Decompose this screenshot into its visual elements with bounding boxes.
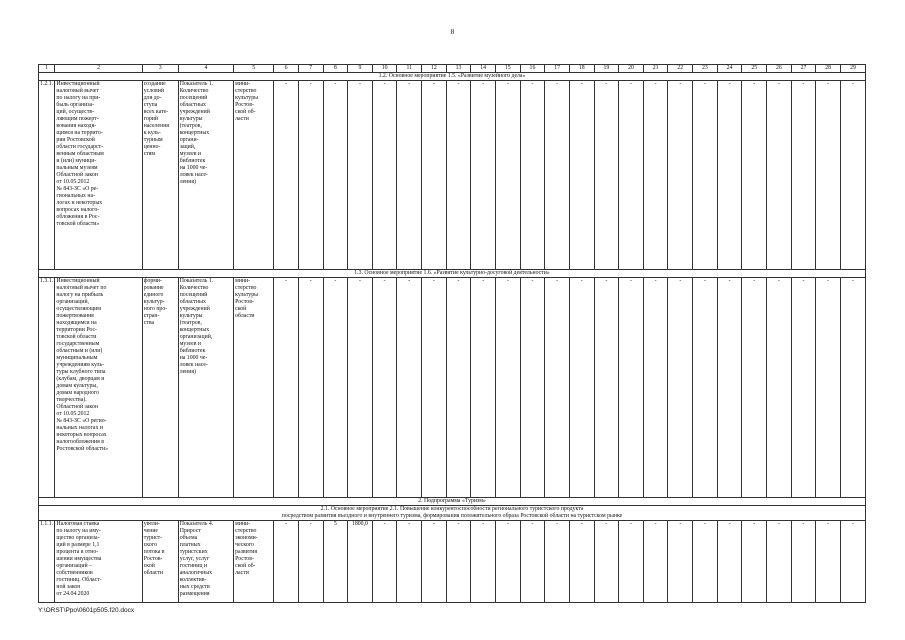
row-number: 1.2.1. [39, 81, 55, 270]
tax-expenditure-table [38, 64, 866, 603]
column-number-row [39, 65, 866, 73]
file-path-footer: Y:\ORST\Ppo\0601p505.f20.docx [38, 607, 135, 614]
column-number: 8 [323, 65, 348, 73]
value-cell: - [717, 521, 742, 603]
value-cell: - [742, 521, 767, 603]
curator-ministry: мини- стерство культуры Ростов- ской об- ласти [234, 81, 274, 270]
section-row [39, 498, 866, 506]
value-cell: - [495, 521, 520, 603]
value-cell: - [422, 521, 447, 603]
value-cell: - [840, 81, 865, 270]
table-row [39, 521, 866, 603]
column-number: 24 [717, 65, 742, 73]
value-cell: - [446, 278, 471, 498]
value-cell: - [520, 278, 545, 498]
value-cell: - [791, 521, 816, 603]
value-cell: - [668, 521, 693, 603]
value-cell: - [668, 278, 693, 498]
value-cell: - [619, 521, 644, 603]
benefit-description: Инвестиционный налоговый вычет по налогу на прибыль организаций, осуществляющим пожертвования находящимся на территории Рос- товской области государственным областным и (или) муниципальным учреждениям куль- туры клубного типа (клубам, дворцам и домам культуры, домам народного творчества). Областной закон от 10.05.2012 № 843-ЗС «О регио- нальных налогах и некоторых вопросах налогообложения в Ростовской области» [55, 278, 142, 498]
column-number: 26 [767, 65, 792, 73]
column-number: 21 [643, 65, 668, 73]
value-cell: - [791, 278, 816, 498]
section-title: 1.2. Основное мероприятие 1.5. «Развитие музейного дела» [39, 73, 866, 81]
column-number: 19 [594, 65, 619, 73]
value-cell: - [348, 81, 373, 270]
value-cell: - [397, 521, 422, 603]
value-cell: - [791, 81, 816, 270]
column-number: 27 [791, 65, 816, 73]
value-cell: - [545, 81, 570, 270]
column-number: 29 [840, 65, 865, 73]
value-cell: - [569, 521, 594, 603]
table-row [39, 81, 866, 270]
column-number: 15 [495, 65, 520, 73]
column-number: 23 [693, 65, 718, 73]
section-title: 1.3. Основное мероприятие 1.6. «Развитие культурно-досуговой деятельности» [39, 270, 866, 278]
column-number: 6 [274, 65, 299, 73]
column-number: 2 [55, 65, 142, 73]
value-cell: - [717, 81, 742, 270]
value-cell: - [693, 521, 718, 603]
value-cell: - [495, 278, 520, 498]
value-cell: - [594, 278, 619, 498]
row-number: 1.1.1. [39, 521, 55, 603]
section-title: 2. Подпрограмма «Туризм» [39, 498, 866, 506]
value-cell: - [742, 278, 767, 498]
value-cell: - [298, 278, 323, 498]
benefit-description: Налоговая ставка по налогу на иму- щество организа- ций в размере 1,1 процента в отно- шении имущества организаций – собственников гостиниц. Област- ной закон от 24.04.2020 [55, 521, 142, 603]
column-number: 7 [298, 65, 323, 73]
column-number: 9 [348, 65, 373, 73]
value-cell: - [520, 521, 545, 603]
row-number: 1.3.1. [39, 278, 55, 498]
column-number: 14 [471, 65, 496, 73]
value-cell: - [397, 81, 422, 270]
column-number: 28 [816, 65, 841, 73]
value-cell: - [643, 521, 668, 603]
table-row [39, 278, 866, 498]
value-cell: - [545, 521, 570, 603]
value-cell: - [619, 81, 644, 270]
value-cell: - [298, 81, 323, 270]
value-cell: - [397, 278, 422, 498]
column-number: 16 [520, 65, 545, 73]
value-cell: - [840, 521, 865, 603]
column-number: 12 [422, 65, 447, 73]
column-number: 18 [569, 65, 594, 73]
section-row [39, 73, 866, 81]
value-cell: - [545, 278, 570, 498]
section-title-cont: посредством развития въездного и внутреннего туризма, формирования положительного образа Ростовской области на туристском рынке [281, 513, 623, 519]
value-cell: 1800,0 [348, 521, 373, 603]
column-number: 5 [234, 65, 274, 73]
section-row [39, 270, 866, 278]
value-cell: - [569, 278, 594, 498]
value-cell: - [298, 521, 323, 603]
column-number: 13 [446, 65, 471, 73]
value-cell: - [323, 81, 348, 270]
value-cell: - [594, 81, 619, 270]
value-cell: - [767, 81, 792, 270]
page-number: 8 [450, 28, 455, 36]
column-number: 10 [372, 65, 397, 73]
value-cell: - [767, 278, 792, 498]
value-cell: - [274, 521, 299, 603]
benefit-goal: создание условий для до- ступа всех кате- горий населения к куль- турным ценно- стям [142, 81, 178, 270]
value-cell: - [446, 521, 471, 603]
value-cell: - [668, 81, 693, 270]
value-cell: - [569, 81, 594, 270]
value-cell: - [816, 521, 841, 603]
column-number: 11 [397, 65, 422, 73]
value-cell: - [693, 278, 718, 498]
column-number: 17 [545, 65, 570, 73]
value-cell: - [717, 278, 742, 498]
value-cell: - [816, 81, 841, 270]
value-cell: - [274, 81, 299, 270]
column-number: 25 [742, 65, 767, 73]
value-cell: - [372, 81, 397, 270]
indicator-description: Показатель 4. Прирост объема платных туристских услуг, услуг гостиниц и аналогичных коллектив- ных средств размещения [178, 521, 233, 603]
value-cell: - [372, 278, 397, 498]
value-cell: - [372, 521, 397, 603]
column-number: 4 [178, 65, 233, 73]
section-title: 2.1. Основное мероприятие 2.1. Повышение конкурентоспособности регионального туристского продукта [320, 506, 584, 512]
column-number: 22 [668, 65, 693, 73]
value-cell: - [643, 278, 668, 498]
value-cell: - [693, 81, 718, 270]
column-number: 20 [619, 65, 644, 73]
value-cell: - [348, 278, 373, 498]
value-cell: - [422, 278, 447, 498]
value-cell: - [471, 81, 496, 270]
benefit-goal: форми- рование единого культур- ного про- стран- ства [142, 278, 178, 498]
indicator-description: Показатель 1. Количество посещений областных учреждений культуры (театров, концертных организаций, музеев и библиотек на 1000 че- ловек насе- ления) [178, 278, 233, 498]
value-cell: - [446, 81, 471, 270]
column-number: 3 [142, 65, 178, 73]
section-row [39, 506, 866, 521]
value-cell: - [323, 278, 348, 498]
value-cell: - [471, 521, 496, 603]
value-cell: - [840, 278, 865, 498]
value-cell: - [520, 81, 545, 270]
value-cell: - [619, 278, 644, 498]
benefit-description: Инвестиционный налоговый вычет по налогу на при- быль организа- ций, осуществ- ляющим пожерт- вования находя- щимся на террито- рии Ростовской области государст- венным областным и (или) муници- пальным музеям Областной закон от 10.05.2012 № 843-ЗС «О ре- гиональных на- логах и некоторых вопросах налого- обложения в Рос- товской области» [55, 81, 142, 270]
benefit-goal: увели- чение турист- ского потока в Ростов- ской области [142, 521, 178, 603]
value-cell: - [422, 81, 447, 270]
value-cell: - [594, 521, 619, 603]
value-cell: - [767, 521, 792, 603]
indicator-description: Показатель 1. Количество посещений областных учреждений культуры (театров, концертных органи- заций, музеев и библиотек на 1000 че- ловек насе- ления) [178, 81, 233, 270]
curator-ministry: мини- стерство культуры Ростов- ской области [234, 278, 274, 498]
value-cell: - [742, 81, 767, 270]
curator-ministry: мини- стерство экономи- ческого развития Ростов- ской об- ласти [234, 521, 274, 603]
column-number: 1 [39, 65, 55, 73]
value-cell: - [643, 81, 668, 270]
value-cell: - [471, 278, 496, 498]
value-cell: - [816, 278, 841, 498]
value-cell: - [274, 278, 299, 498]
value-cell: 5 [323, 521, 348, 603]
value-cell: - [495, 81, 520, 270]
